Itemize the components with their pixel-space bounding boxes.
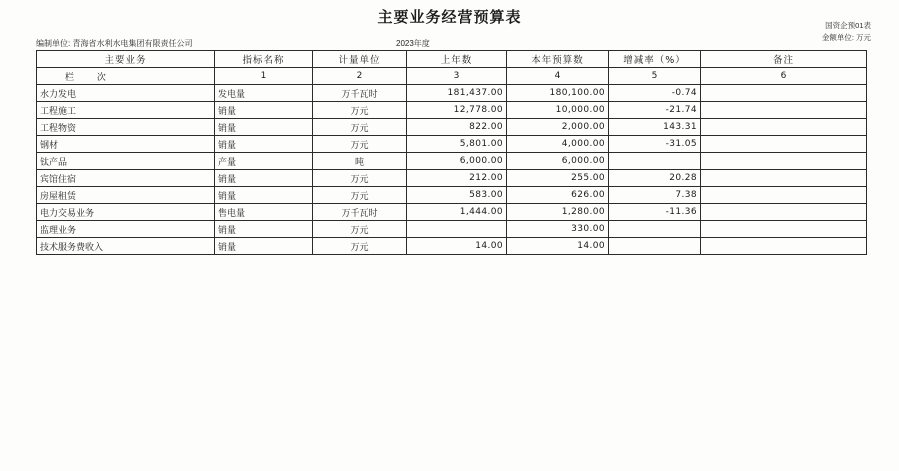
table-row — [37, 102, 867, 119]
cell-change-rate — [609, 221, 701, 238]
cell-change-rate: -21.74 — [609, 102, 701, 119]
cell-budget-year: 14.00 — [507, 238, 609, 255]
cell-last-year: 181,437.00 — [407, 85, 507, 102]
column-number-label: 栏 次 — [37, 68, 215, 85]
header-remark: 备注 — [701, 51, 867, 68]
column-number-2: 2 — [313, 68, 407, 85]
column-number-5: 5 — [609, 68, 701, 85]
cell-budget-year: 626.00 — [507, 187, 609, 204]
table-row — [37, 204, 867, 221]
report-year: 2023年度 — [396, 39, 430, 48]
cell-unit: 万元 — [313, 119, 407, 136]
header-budget-year: 本年预算数 — [507, 51, 609, 68]
cell-last-year: 1,444.00 — [407, 204, 507, 221]
cell-index-name: 销量 — [215, 102, 313, 119]
cell-remark — [701, 85, 867, 102]
cell-index-name: 售电量 — [215, 204, 313, 221]
budget-table — [36, 50, 867, 255]
header-unit: 计量单位 — [313, 51, 407, 68]
cell-budget-year: 2,000.00 — [507, 119, 609, 136]
cell-index-name: 销量 — [215, 238, 313, 255]
cell-main-business: 电力交易业务 — [37, 204, 215, 221]
cell-budget-year: 4,000.00 — [507, 136, 609, 153]
column-number-3: 3 — [407, 68, 507, 85]
cell-budget-year: 6,000.00 — [507, 153, 609, 170]
form-code: 国资企预01表 — [825, 21, 871, 30]
cell-unit: 万元 — [313, 187, 407, 204]
cell-unit: 万元 — [313, 238, 407, 255]
table-row — [37, 238, 867, 255]
table-row — [37, 187, 867, 204]
cell-unit: 万元 — [313, 136, 407, 153]
cell-change-rate: 143.31 — [609, 119, 701, 136]
cell-main-business: 工程施工 — [37, 102, 215, 119]
cell-unit: 万元 — [313, 102, 407, 119]
cell-index-name: 产量 — [215, 153, 313, 170]
cell-unit: 万元 — [313, 170, 407, 187]
cell-main-business: 钢材 — [37, 136, 215, 153]
cell-index-name: 销量 — [215, 170, 313, 187]
cell-last-year: 212.00 — [407, 170, 507, 187]
table-row — [37, 136, 867, 153]
cell-remark — [701, 221, 867, 238]
header-last-year: 上年数 — [407, 51, 507, 68]
table-row — [37, 153, 867, 170]
cell-remark — [701, 119, 867, 136]
compiler-block — [36, 38, 192, 49]
cell-last-year: 12,778.00 — [407, 102, 507, 119]
cell-unit: 万千瓦时 — [313, 204, 407, 221]
cell-index-name: 销量 — [215, 136, 313, 153]
cell-remark — [701, 238, 867, 255]
table-row — [37, 119, 867, 136]
cell-remark — [701, 153, 867, 170]
cell-budget-year: 10,000.00 — [507, 102, 609, 119]
cell-main-business: 钛产品 — [37, 153, 215, 170]
cell-budget-year: 180,100.00 — [507, 85, 609, 102]
cell-main-business: 工程物资 — [37, 119, 215, 136]
cell-budget-year: 330.00 — [507, 221, 609, 238]
cell-change-rate: 7.38 — [609, 187, 701, 204]
header-change-rate: 增减率（%） — [609, 51, 701, 68]
amount-unit: 金额单位: 万元 — [821, 33, 871, 42]
table-row — [37, 85, 867, 102]
cell-remark — [701, 136, 867, 153]
compiler-name: 青海省水利水电集团有限责任公司 — [72, 39, 193, 48]
table-header-row — [37, 51, 867, 68]
cell-index-name: 销量 — [215, 221, 313, 238]
cell-remark — [701, 102, 867, 119]
cell-unit: 万元 — [313, 221, 407, 238]
cell-index-name: 发电量 — [215, 85, 313, 102]
cell-last-year: 6,000.00 — [407, 153, 507, 170]
cell-change-rate — [609, 238, 701, 255]
compiler-label: 编制单位: — [36, 39, 71, 48]
cell-last-year: 822.00 — [407, 119, 507, 136]
cell-main-business: 技术服务费收入 — [37, 238, 215, 255]
cell-change-rate: -0.74 — [609, 85, 701, 102]
cell-index-name: 销量 — [215, 119, 313, 136]
header-index-name: 指标名称 — [215, 51, 313, 68]
column-number-row — [37, 68, 867, 85]
column-number-4: 4 — [507, 68, 609, 85]
cell-main-business: 监理业务 — [37, 221, 215, 238]
column-number-6: 6 — [701, 68, 867, 85]
cell-change-rate: -11.36 — [609, 204, 701, 221]
cell-remark — [701, 170, 867, 187]
cell-last-year: 583.00 — [407, 187, 507, 204]
cell-main-business: 房屋租赁 — [37, 187, 215, 204]
cell-remark — [701, 187, 867, 204]
cell-last-year: 5,801.00 — [407, 136, 507, 153]
column-number-1: 1 — [215, 68, 313, 85]
cell-remark — [701, 204, 867, 221]
table-row — [37, 221, 867, 238]
page-title: 主要业务经营预算表 — [377, 8, 522, 26]
cell-budget-year: 1,280.00 — [507, 204, 609, 221]
cell-change-rate: -31.05 — [609, 136, 701, 153]
cell-last-year — [407, 221, 507, 238]
cell-unit: 吨 — [313, 153, 407, 170]
header-main-business: 主要业务 — [37, 51, 215, 68]
cell-last-year: 14.00 — [407, 238, 507, 255]
cell-change-rate: 20.28 — [609, 170, 701, 187]
cell-unit: 万千瓦时 — [313, 85, 407, 102]
cell-index-name: 销量 — [215, 187, 313, 204]
table-row — [37, 170, 867, 187]
cell-main-business: 宾馆住宿 — [37, 170, 215, 187]
cell-budget-year: 255.00 — [507, 170, 609, 187]
cell-change-rate — [609, 153, 701, 170]
cell-main-business: 水力发电 — [37, 85, 215, 102]
